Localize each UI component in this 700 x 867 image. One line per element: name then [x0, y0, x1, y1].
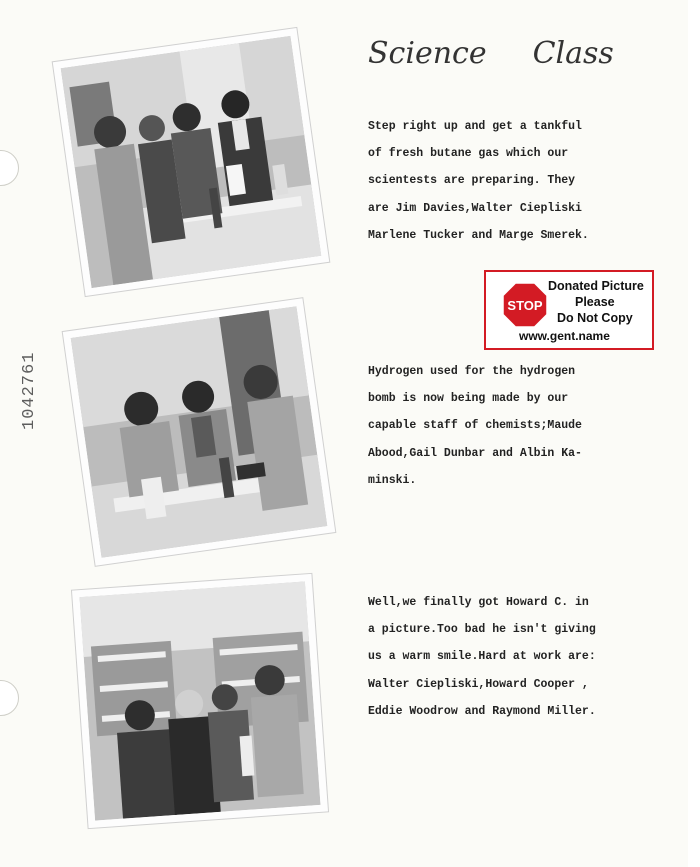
- stamp-line-please: Please: [575, 295, 615, 309]
- caption-howard: [368, 589, 618, 725]
- caption-hydrogen: [368, 358, 618, 494]
- caption-butane: [368, 113, 618, 249]
- caption-line: Eddie Woodrow and Raymond Miller.: [368, 704, 596, 718]
- caption-line: scientests are preparing. They: [368, 174, 576, 188]
- caption-line: Marlene Tucker and Marge Smerek.: [368, 228, 589, 242]
- caption-line: of fresh butane gas which our: [368, 147, 569, 161]
- stamp-line-donated: Donated Picture: [548, 279, 644, 293]
- photo-howard-lab: [72, 574, 328, 828]
- page-title: [368, 36, 614, 76]
- punch-hole: [0, 150, 19, 186]
- copyright-stamp: [484, 270, 654, 350]
- caption-line: us a warm smile.Hard at work are:: [368, 650, 596, 664]
- caption-line: Abood,Gail Dunbar and Albin Ka-: [368, 446, 582, 460]
- stop-sign-icon: [502, 282, 548, 328]
- stamp-line-do-not-copy: Do Not Copy: [557, 311, 633, 325]
- caption-line: Walter Ciepliski,Howard Cooper ,: [368, 677, 589, 691]
- title-word-science: Science: [368, 36, 487, 71]
- scan-edge: [688, 0, 700, 867]
- photo-hydrogen-lab: [63, 298, 335, 565]
- stamp-url: www.gent.name: [519, 329, 610, 343]
- side-catalog-number: 1042761: [20, 351, 39, 430]
- caption-line: are Jim Davies,Walter Ciepliski: [368, 201, 582, 215]
- title-word-class: Class: [532, 36, 614, 71]
- caption-line: Well,we finally got Howard C. in: [368, 596, 589, 609]
- caption-line: Hydrogen used for the hydrogen: [368, 365, 576, 378]
- photo-hydrogen-lab-image: [71, 306, 328, 558]
- stop-sign-text: STOP: [507, 298, 543, 313]
- caption-line: minski.: [368, 473, 417, 487]
- photo-howard-lab-image: [79, 581, 320, 820]
- caption-line: Step right up and get a tankful: [368, 120, 582, 133]
- caption-line: capable staff of chemists;Maude: [368, 419, 582, 433]
- caption-line: a picture.Too bad he isn't giving: [368, 623, 596, 637]
- photo-butane-lab-image: [61, 36, 322, 288]
- punch-hole: [0, 680, 19, 716]
- photo-butane-lab: [53, 28, 329, 296]
- caption-line: bomb is now being made by our: [368, 392, 569, 406]
